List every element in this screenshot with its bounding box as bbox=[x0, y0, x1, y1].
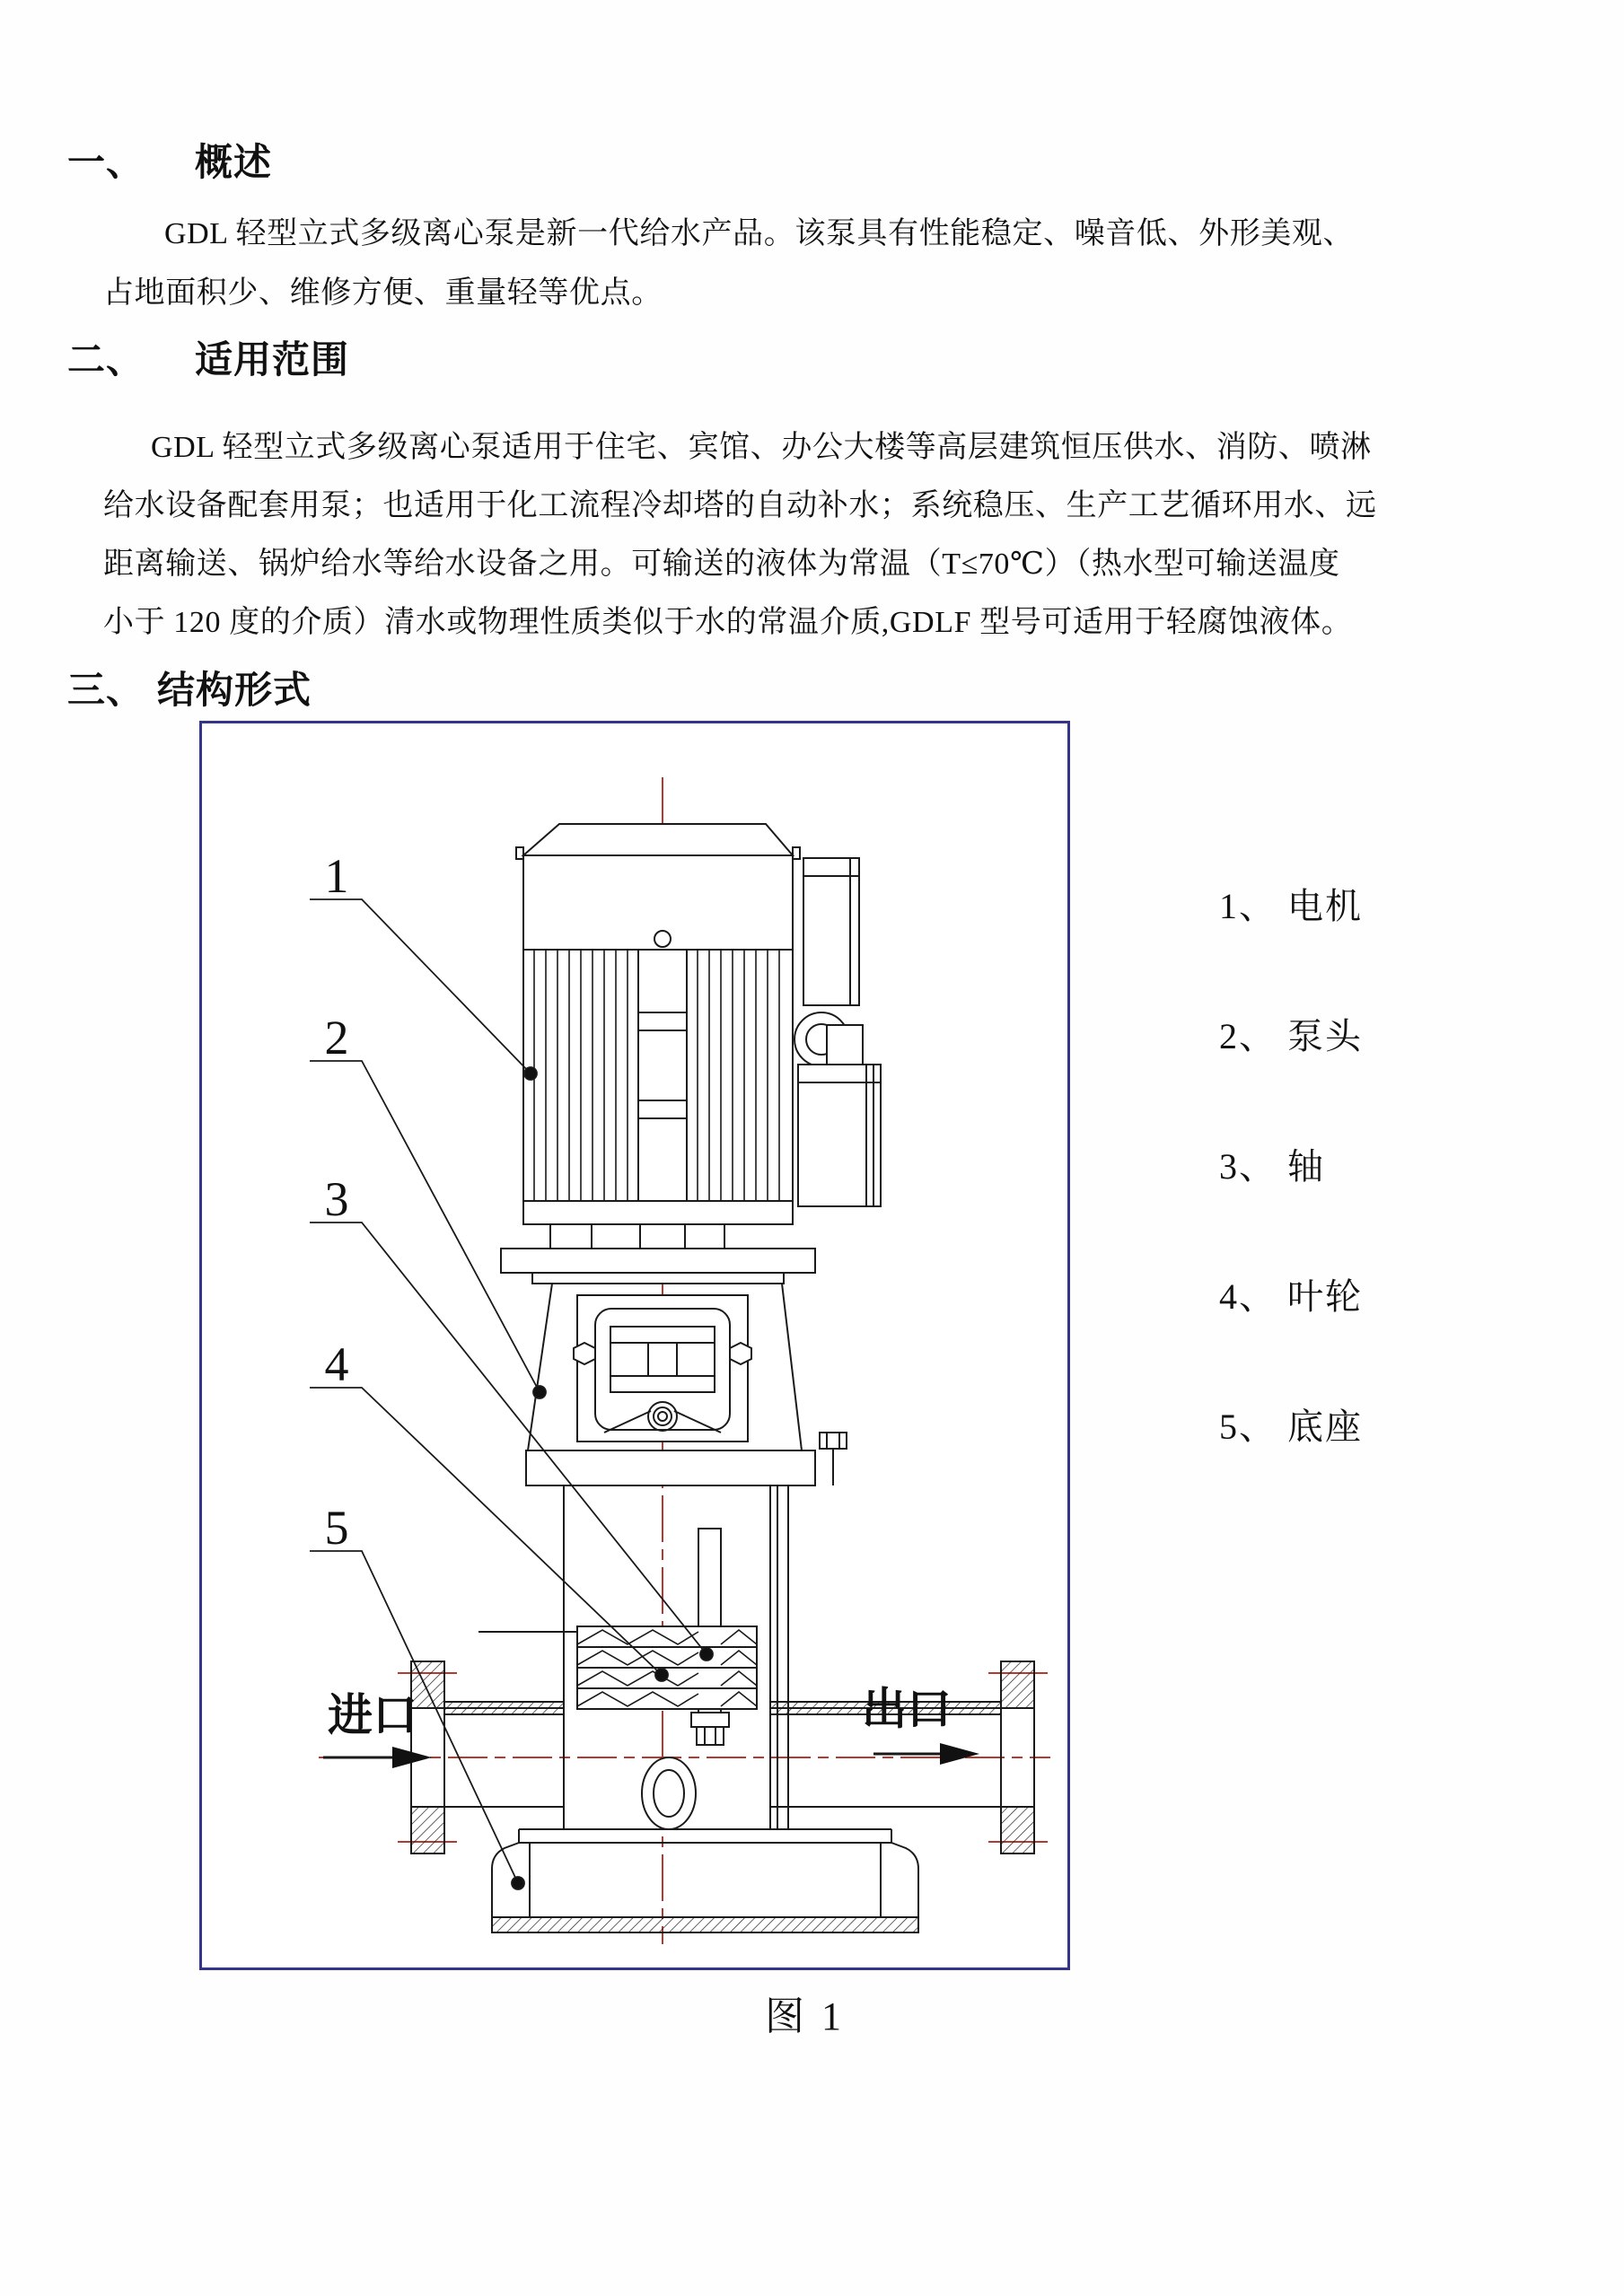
para-line: GDL 轻型立式多级离心泵是新一代给水产品。该泵具有性能稳定、噪音低、外形美观、 bbox=[164, 217, 1355, 250]
heading-structure-number: 三、 bbox=[67, 670, 145, 712]
figure-frame bbox=[199, 721, 1070, 1970]
inlet-label: 进口 bbox=[328, 1690, 417, 1740]
heading-overview-number: 一、 bbox=[67, 143, 145, 184]
para-line: 距离输送、锅炉给水等给水设备之用。可输送的液体为常温（T≤70℃）（热水型可输送温度 bbox=[103, 548, 1340, 581]
heading-structure-title: 结构形式 bbox=[157, 670, 312, 712]
para-line: 占地面积少、维修方便、重量轻等优点。 bbox=[103, 276, 663, 310]
callout-numbers bbox=[325, 849, 349, 1555]
legend-item-impeller: 4、 叶轮 bbox=[1219, 1276, 1363, 1317]
para-line: 给水设备配套用泵；也适用于化工流程冷却塔的自动补水；系统稳压、生产工艺循环用水、远 bbox=[103, 489, 1377, 522]
heading-overview bbox=[67, 133, 272, 187]
callout-4: 4 bbox=[324, 1337, 349, 1391]
terminal-box bbox=[794, 858, 881, 1206]
impeller-stack bbox=[577, 1626, 757, 1709]
legend-item-base: 5、 底座 bbox=[1219, 1407, 1363, 1447]
heading-overview-title: 概述 bbox=[195, 143, 273, 184]
figure-caption: 图 1 bbox=[765, 1994, 845, 2038]
legend-item-shaft: 3、 轴 bbox=[1219, 1146, 1325, 1187]
para-line: GDL 轻型立式多级离心泵适用于住宅、宾馆、办公大楼等高层建筑恒压供水、消防、喷淋 bbox=[151, 431, 1372, 464]
para-line: 小于 120 度的介质）清水或物理性质类似于水的常温介质,GDLF 型号可适用于轻腐蚀液体。 bbox=[103, 606, 1353, 639]
pump-base bbox=[492, 1829, 918, 1932]
pump-diagram bbox=[202, 723, 1067, 1967]
pump-head bbox=[526, 1284, 847, 1485]
legend-item-pumphead: 2、 泵头 bbox=[1219, 1016, 1363, 1056]
callout-3: 3 bbox=[324, 1172, 349, 1226]
callout-1: 1 bbox=[324, 849, 349, 903]
outlet-label: 出口 bbox=[862, 1684, 952, 1734]
callout-5: 5 bbox=[324, 1501, 349, 1555]
pump-barrel bbox=[478, 1485, 788, 1829]
legend-item-motor: 1、 电机 bbox=[1219, 886, 1363, 926]
heading-structure bbox=[67, 661, 312, 714]
motor bbox=[501, 824, 815, 1284]
heading-scope-title: 适用范围 bbox=[195, 340, 350, 381]
heading-scope-number: 二、 bbox=[67, 340, 145, 381]
outlet-arrow-icon bbox=[940, 1743, 979, 1765]
callout-2: 2 bbox=[324, 1011, 349, 1065]
heading-scope bbox=[67, 330, 349, 384]
